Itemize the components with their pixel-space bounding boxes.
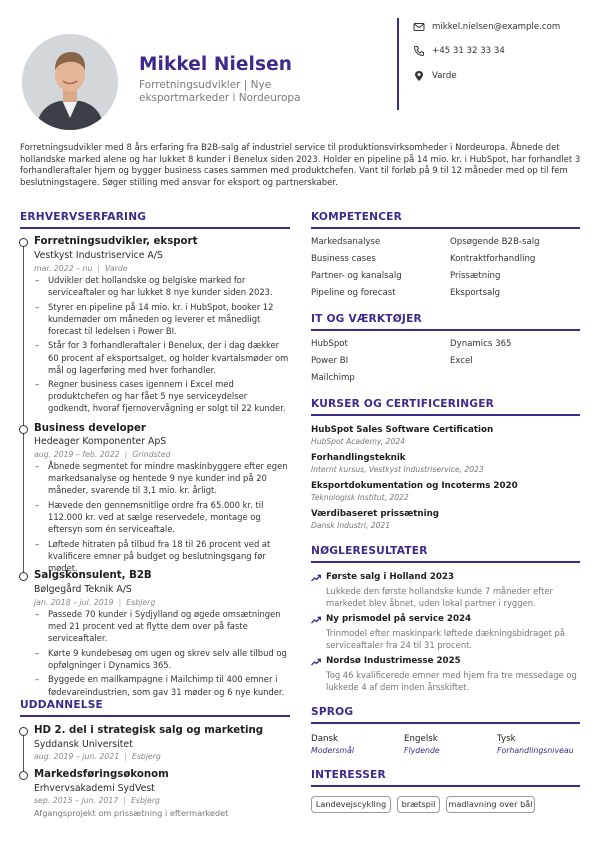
contact-location [413, 70, 457, 82]
job-period: jan. 2018 – jul. 2019 [34, 598, 114, 607]
job-location: Grindsted [132, 450, 171, 459]
language-level: Forhandlingsniveau [497, 746, 574, 755]
job-title: Business developer [34, 423, 146, 434]
section-rule [311, 329, 580, 331]
education-school: Syddansk Universitet [34, 739, 133, 750]
result-title: Første salg i Holland 2023 [326, 572, 454, 582]
language-name: Engelsk [404, 734, 438, 744]
language-name: Dansk [311, 734, 339, 744]
competence-item: Opsøgende B2B-salg [450, 237, 540, 247]
job-title: Salgskonsulent, B2B [34, 570, 152, 581]
competence-item: Business cases [311, 254, 376, 264]
interest-tag: Landevejscykling [311, 796, 391, 813]
competence-item: Partner- og kanalsalg [311, 271, 402, 281]
competence-item: Eksportsalg [450, 288, 501, 298]
job-bullet: – Kørte 9 kundebesøg om ugen og skrev selv alle tilbud og opfølgninger i Dynamics 365. [34, 647, 290, 671]
education-location: Esbjerg [131, 752, 161, 761]
section-heading-education: UDDANNELSE [20, 699, 103, 711]
result-description: Trinmodel efter maskinpark løftede dækningsbidraget på serviceaftaler fra 24 til 31 procent. [326, 628, 565, 650]
section-rule [20, 715, 290, 717]
section-heading-courses: KURSER OG CERTIFICERINGER [311, 398, 494, 410]
mail-icon [413, 21, 425, 33]
job-period: mar. 2022 – nu [34, 264, 93, 273]
language-level: Flydende [404, 746, 440, 755]
profile-photo [22, 34, 118, 130]
section-rule [311, 722, 580, 724]
job-bullet: – Løftede hitraten på tilbud fra 18 til 26 procent ved at kvalificere emner på budget og beslutningsgang før mødet. [34, 538, 290, 574]
section-heading-languages: SPROG [311, 706, 354, 718]
interest-tag: madlavning over bål [446, 796, 535, 813]
competence-item: Kontraktforhandling [450, 254, 536, 264]
job-title: Forretningsudvikler, eksport [34, 236, 198, 247]
tool-item: Mailchimp [311, 373, 355, 383]
education-meta: aug. 2019 – jun. 2021 | Esbjerg [34, 752, 161, 761]
education-period: aug. 2019 – jun. 2021 [34, 752, 120, 761]
job-bullets [34, 274, 290, 417]
result-title: Ny prismodel på service 2024 [326, 614, 472, 624]
section-rule [311, 561, 580, 563]
job-meta: jan. 2018 – jul. 2019 | Esbjerg [34, 598, 156, 607]
job-bullet: – Byggede en mailkampagne i Mailchimp til 400 emner i fødevareindustrien, som gav 31 møder og 6 nye kunder. [34, 673, 290, 697]
section-rule [311, 785, 580, 787]
header-divider [397, 18, 399, 110]
job-bullet: – Hævede den gennemsnitlige ordre fra 65.000 kr. til 112.000 kr. ved at sælge reservedele, montage og eftersyn som én serviceaftale. [34, 499, 290, 535]
education-title: HD 2. del i strategisk salg og marketing [34, 725, 264, 736]
course-title: Eksportdokumentation og Incoterms 2020 [311, 481, 518, 491]
tool-item: HubSpot [311, 339, 348, 349]
section-heading-tools: IT OG VÆRKTØJER [311, 313, 422, 325]
tool-item: Dynamics 365 [450, 339, 512, 349]
job-location: Esbjerg [126, 598, 156, 607]
course-title: Værdibaseret prissætning [311, 509, 439, 519]
timeline-line [23, 730, 24, 775]
language-level: Modersmål [311, 746, 355, 755]
contact-location-text: Varde [432, 71, 457, 81]
education-title: Markedsføringsøkonom [34, 769, 169, 780]
contact-email-text: mikkel.nielsen@example.com [432, 22, 561, 32]
job-meta: aug. 2019 – feb. 2022 | Grindsted [34, 450, 171, 459]
timeline-dot [19, 572, 28, 581]
tool-item: Excel [450, 356, 473, 366]
contact-phone-text: +45 31 32 33 34 [432, 46, 505, 56]
phone-icon [413, 45, 425, 57]
job-bullets [34, 608, 290, 700]
result-description: Lukkede den første hollandske kunde 7 måneder efter markedet blev åbnet, uden lokal partner i ryggen. [326, 586, 553, 608]
section-heading-experience: ERHVERVSERFARING [20, 211, 147, 223]
timeline-dot [19, 238, 28, 247]
education-note: Afgangsprojekt om prissætning i eftermarkedet [34, 808, 229, 818]
education-period: sep. 2015 – jun. 2017 [34, 796, 119, 805]
job-bullet: – Åbnede segmentet for mindre maskinbyggere efter egen markedsanalyse og hentede 9 nye kunder ind på 20 måneder, svarende til 3,1 mio. kr. årligt. [34, 460, 290, 496]
education-location: Esbjerg [130, 796, 161, 805]
course-subtitle: Dansk Industri, 2021 [311, 521, 391, 530]
education-school: Erhvervsakademi SydVest [34, 783, 155, 794]
section-heading-competences: KOMPETENCER [311, 211, 402, 223]
section-rule [311, 227, 580, 229]
trend-up-icon [311, 574, 321, 582]
course-title: HubSpot Sales Software Certification [311, 425, 494, 435]
job-bullet: – Regner business cases igennem i Excel med produktchefen og har fået 5 nye serviceydelser godkendt, hvoraf fjernovervågning er solgt til 22 kunder. [34, 378, 290, 414]
course-subtitle: Internt kursus, Vestkyst Industriservice, 2023 [311, 465, 484, 474]
section-rule [20, 227, 290, 229]
job-location: Varde [105, 264, 128, 273]
timeline-line [23, 242, 24, 573]
section-rule [311, 414, 580, 416]
competence-item: Pipeline og forecast [311, 288, 396, 298]
section-heading-results: NØGLERESULTATER [311, 545, 428, 557]
profile-summary: Forretningsudvikler med 8 års erfaring fra B2B-salg af industriel service til produktionsvirksomheder i Nordeuropa. Åbnede det hollandske marked alene og har lukket 8 kunder i Benelux siden 2023. Holder en pipeline på 14 mio. kr. i HubSpot, har forhandlet 3 forhandleraftaler hjem og bygger business cases sammen med produktchefen. Vant til forløb på 9 til 12 måneder med op til fem beslutningstagere. Søger stilling med ansvar for eksport og partnerskaber. [20, 143, 581, 188]
tool-item: Power BI [311, 356, 349, 366]
contact-phone[interactable] [413, 45, 505, 57]
job-bullet: – Udvikler det hollandske og belgiske marked for serviceaftaler og har lukket 8 nye kunder siden 2023. [34, 274, 290, 298]
job-subtitle: Forretningsudvikler | Nye eksportmarkeder i Nordeuropa [139, 79, 301, 104]
job-period: aug. 2019 – feb. 2022 [34, 450, 120, 459]
job-bullet: – Står for 3 forhandleraftaler i Benelux, der i dag dækker 60 procent af eksportsalget, og holder kvartalsmøder om mål og lagerføring med hver forhandler. [34, 339, 290, 375]
result-title: Nordsø Industrimesse 2025 [326, 656, 461, 666]
job-company: Vestkyst Industriservice A/S [34, 250, 163, 261]
language-name: Tysk [497, 734, 516, 744]
result-description: Tog 46 kvalificerede emner med hjem fra tre messedage og lukkede 4 af dem inden årsskiftet. [326, 670, 577, 692]
contact-email[interactable] [413, 21, 560, 33]
location-icon [413, 70, 425, 82]
timeline-dot [19, 771, 28, 780]
job-bullets [34, 460, 290, 576]
job-meta: mar. 2022 – nu | Varde [34, 264, 128, 273]
job-bullet: – Passede 70 kunder i Sydjylland og øgede omsætningen med 21 procent ved at flytte dem over på faste serviceaftaler. [34, 608, 290, 644]
education-meta: sep. 2015 – jun. 2017 | Esbjerg [34, 796, 161, 805]
section-heading-interests: INTERESSER [311, 769, 386, 781]
trend-up-icon [311, 658, 321, 666]
person-name: Mikkel Nielsen [139, 54, 293, 75]
trend-up-icon [311, 616, 321, 624]
competence-item: Prissætning [450, 271, 501, 281]
job-company: Hedeager Komponenter ApS [34, 436, 167, 447]
course-subtitle: Teknologisk Institut, 2022 [311, 493, 409, 502]
timeline-dot [19, 425, 28, 434]
course-subtitle: HubSpot Academy, 2024 [311, 437, 405, 446]
interest-tag: brætspil [397, 796, 440, 813]
course-title: Forhandlingsteknik [311, 453, 406, 463]
job-company: Bølgegård Teknik A/S [34, 584, 132, 595]
job-bullet: – Styrer en pipeline på 14 mio. kr. i HubSpot, booker 12 kundemøder om måneden og leverer et månedligt forecast til ledelsen i Power BI. [34, 301, 290, 337]
competence-item: Markedsanalyse [311, 237, 381, 247]
timeline-dot [19, 727, 28, 736]
